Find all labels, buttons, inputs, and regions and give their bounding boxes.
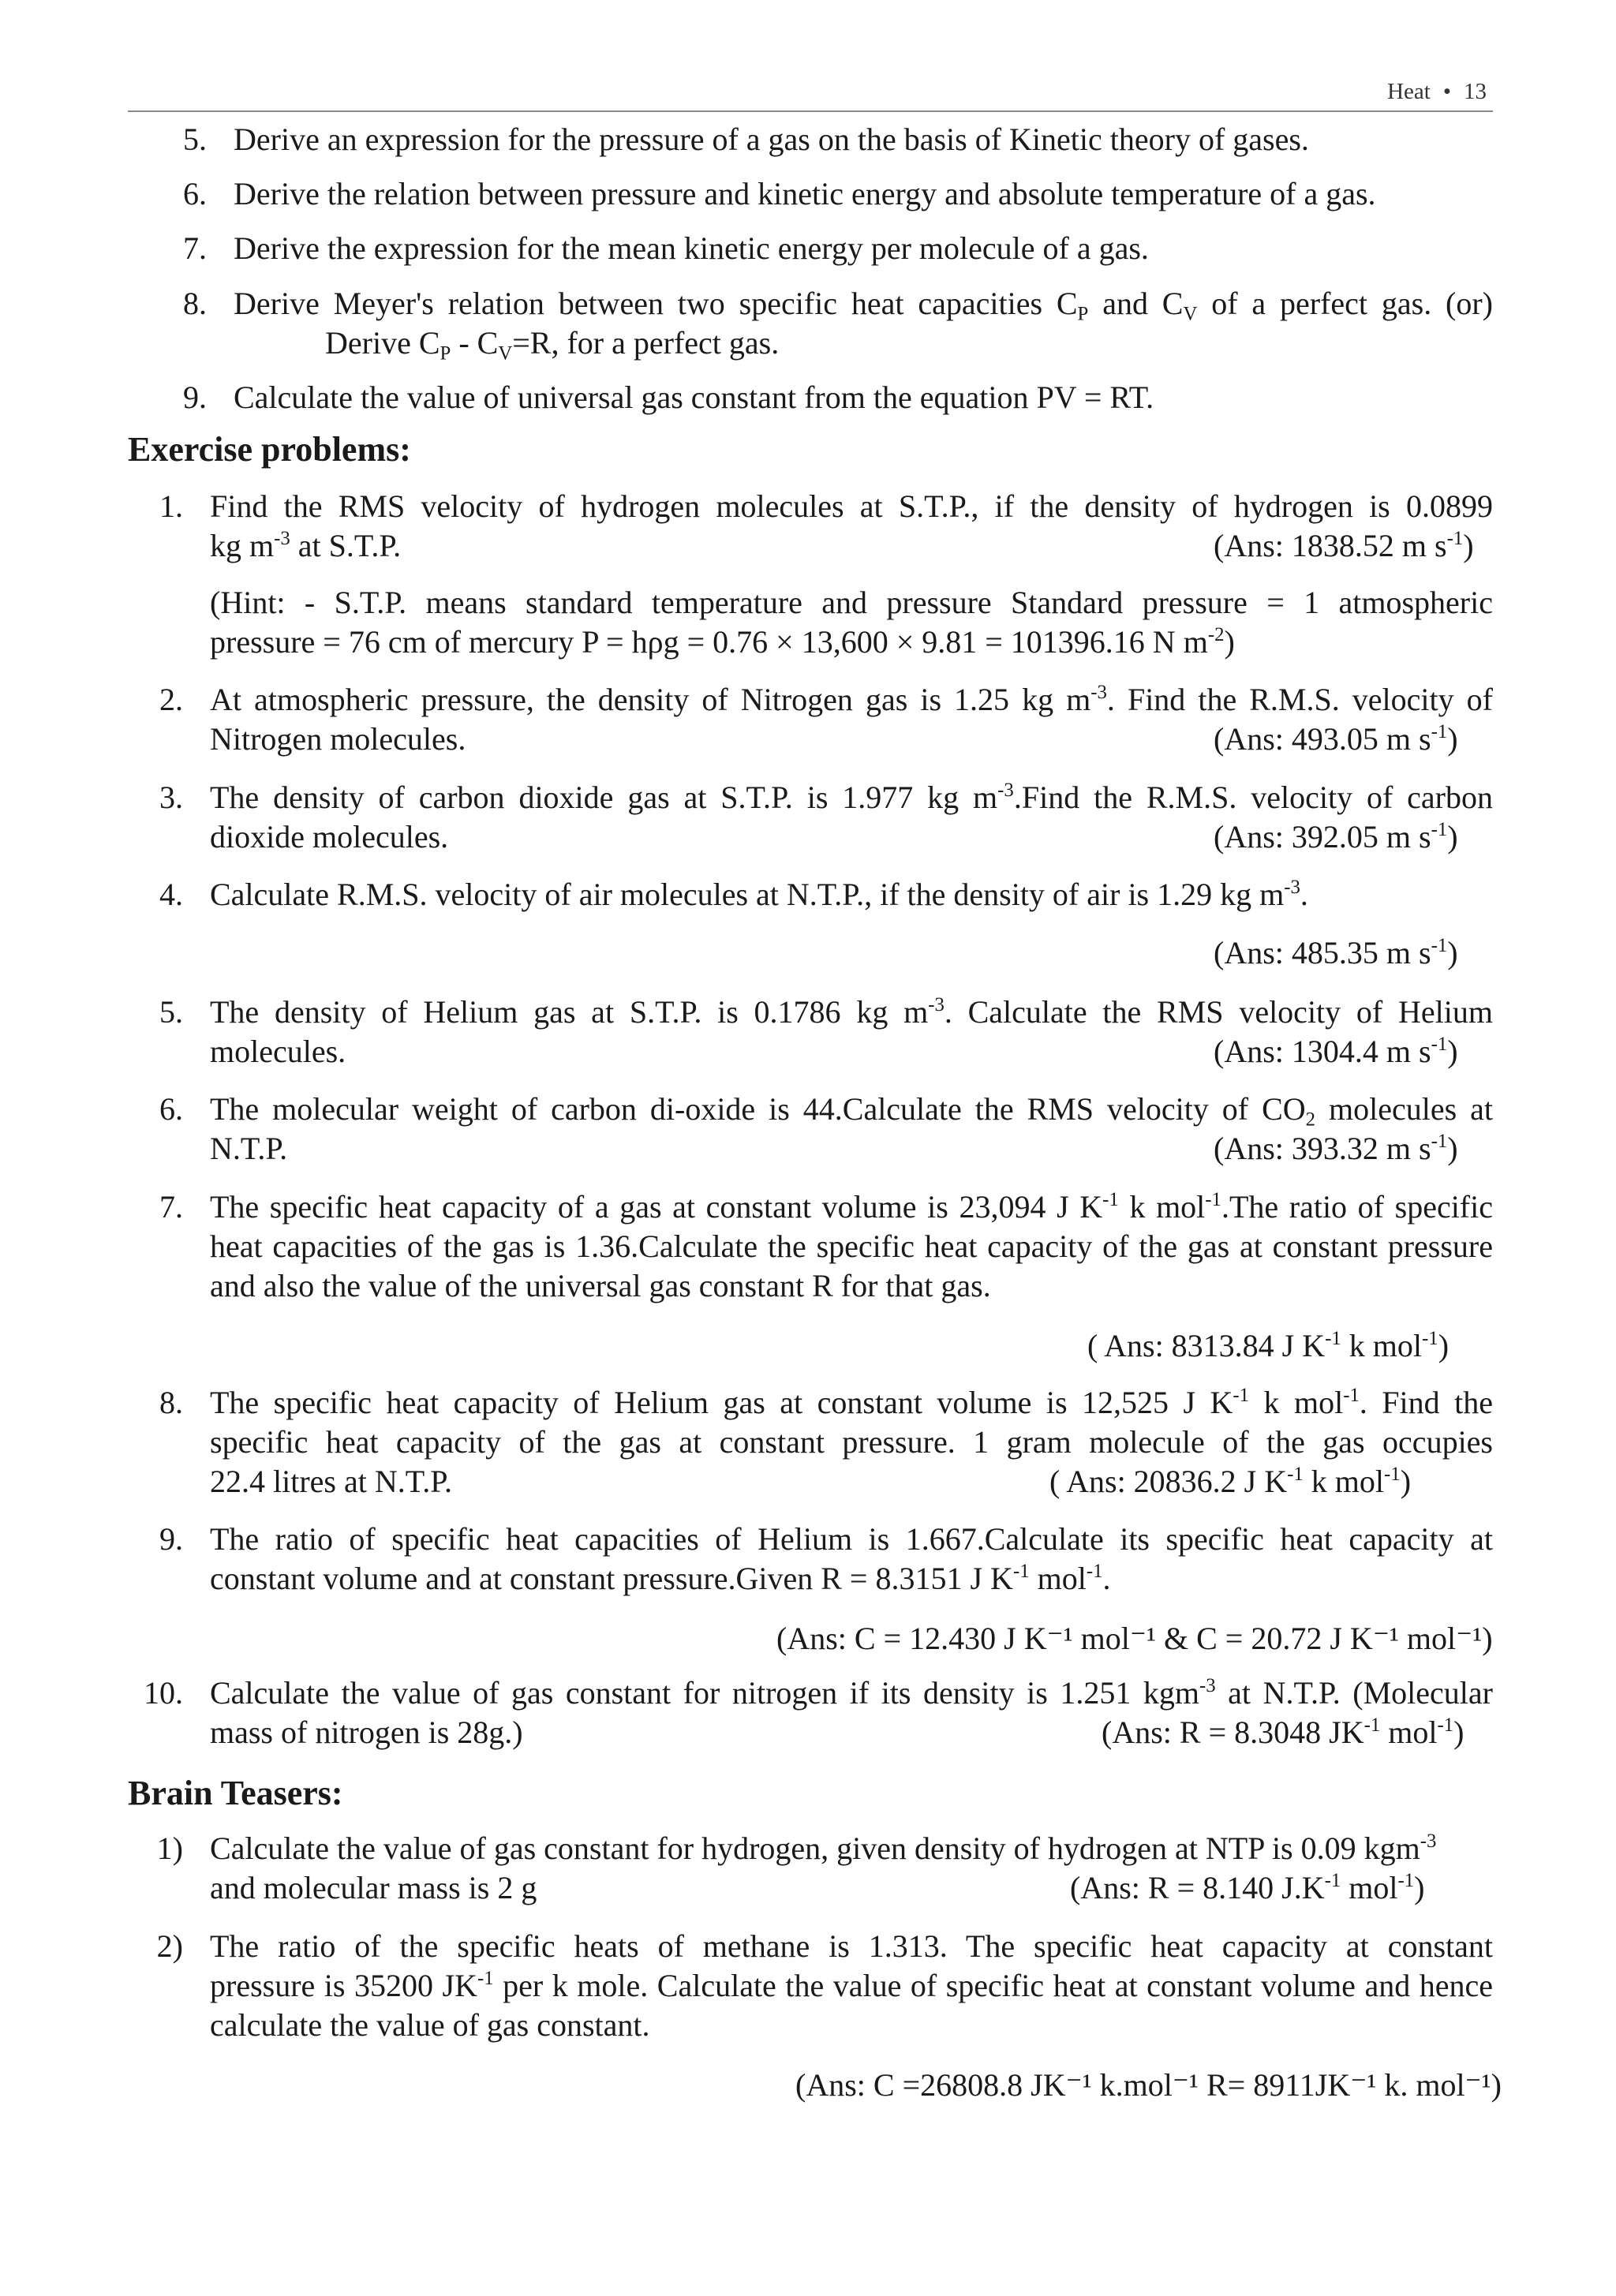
item-number: 4. xyxy=(159,877,183,912)
item-text: Derive the relation between pressure and kinetic energy and absolute temperature of a gas. xyxy=(234,176,1376,211)
item-number: 10. xyxy=(144,1675,183,1711)
item-number: 6. xyxy=(183,176,207,211)
hint-text: (Hint: - S.T.P. means standard temperature and pressure Standard pressure = 1 atmospheric xyxy=(210,585,1493,620)
item-number: 1) xyxy=(156,1830,183,1866)
item-number: 8. xyxy=(159,1385,183,1420)
item-text: Derive an expression for the pressure of a gas on the basis of Kinetic theory of gases. xyxy=(234,122,1309,157)
item-number: 9. xyxy=(159,1521,183,1557)
answer: ( Ans: 20836.2 J $K^{-1}$ k mol$^{-1}$) xyxy=(1049,1464,1412,1499)
answer: (Ans: 493.05 m $s^{-1}$) xyxy=(1214,721,1458,757)
header-separator: • xyxy=(1442,79,1451,104)
item-number: 1. xyxy=(159,488,183,524)
document-page: Heat • 13 5. Derive an expression for the pressure of a gas on the basis of Kinetic theory of gases. 6. Derive the relation between pressure and kinetic energy and absolute temperature of a gas. 7. Derive the expression for the mean kinetic energy per molecule of a gas. 8. Derive Meyer's relation between two specific heat capacities $C_P$ and $C_V$ of a perfect gas. (or) Derive $C_P - C_V=R$, for a perfect gas. 9. Calculate the value of universal gas constant from the equation PV = RT. Exercise problems: 1. Find the RMS velocity of hydrogen molecules at S.T.P., if the density of hydrogen is 0.0899 kg $m^{-3}$ at S.T.P. (Ans: 1838.52 m $s^{-1}$) (Hint: - S.T.P. means standard temperature and pressure Standard pressure = 1 atmospheric pressure = 76 cm of mercury P = hρg = 0.76 × 13,600 × 9.81 = 101396.16 N $m^{-2}$) 2. At atmospheric pressure, the density of Nitrogen gas is 1.25 kg $m^{-3}$. Find the R.M.S. velocity of Nitrogen molecules. (Ans: 493.05 m $s^{-1}$) 3. The density of carbon dioxide gas at S.T.P. is 1.977 kg $m^{-3}.Find$ the R.M.S. velocity of carbon dioxide molecules. (Ans: 392.05 m $s^{-1}$) 4. Calculate R.M.S. velocity of air molecules at N.T.P., if the density of air is 1.29 kg $m^{-3}$. (Ans: 485.35 m $s^{-1}$) 5. The density of Helium gas at S.T.P. is 0.1786 kg $m^{-3}$. Calculate the RMS velocity of Helium molecules. (Ans: 1304.4 m $s^{-1}$) 6. The molecular weight of carbon di-oxide is 44.Calculate the RMS velocity of $CO_2$ molecules at N.T.P. (Ans: 393.32 m $s^{-1}$) 7. The specific heat capacity of a gas at constant volume is 23,094 J $K^{-1}$ k mol$^{-1}$.The ratio of specific heat capacities of the gas is 1.36.Calculate the specific heat capacity of the gas at constant pressure and also the value of the universal gas constant R for that gas. ( Ans: 8313.84 J $K^{-1}$ k mol$^{-1}$) 8. The specific heat capacity of Helium gas at constant volume is 12,525 J $K^{-1}$ k mol$^{-1}$. Find the specific heat capacity of the gas at constant pressure. 1 gram molecule of the gas occupies 22.4 litres at N.T.P. ( Ans: 20836.2 J $K^{-1}$ k mol$^{-1}$) 9. The ratio of specific heat capacities of Helium is 1.667.Calculate its specific heat capacity at constant volume and at constant pressure.Given R = 8.3151 J $K^{-1}$ mol$^{-1}$. (Ans: C = 12.430 J K⁻¹ mol⁻¹ & C = 20.72 J K⁻¹ mol⁻¹) 10. Calculate the value of gas constant for nitrogen if its density is 1.251 kgm$^{-3}$ at N.T.P. (Molecular mass of nitrogen is 28g.) (Ans: R = 8.3048 $JK^{-1}$ mol$^{-1}$) Brain Teasers: 1) Calculate the value of gas constant for hydrogen, given density of hydrogen at NTP is 0.09 kgm$^{-3}$ and molecular mass is 2 g (Ans: R = 8.140 $J.K^{-1}$ mol$^{-1}$) 2) The ratio of the specific heats of methane is 1.313. The specific heat capacity at constant pressure is 35200 $JK^{-1}$ per k mole. Calculate the value of specific heat at constant volume and hence calculate the value of gas constant. (Ans: C =26808.8 JK⁻¹ k.mol⁻¹ R= 8911JK⁻¹ k. mol⁻¹) xyxy=(0,0,1616,2296)
page-number: 13 xyxy=(1464,79,1487,104)
item-text: Derive Meyer's relation between two specific heat capacities $C_P$ and $C_V$ of a perfect gas. (or) Derive $C_P - C_V=R$, for a perfect gas. xyxy=(234,286,1494,365)
answer: (Ans: C = 12.430 J K⁻¹ mol⁻¹ & C = 20.72 J K⁻¹ mol⁻¹) xyxy=(776,1621,1493,1656)
item-number: 7. xyxy=(159,1189,183,1225)
item-text: Calculate the value of universal gas constant from the equation PV = RT. xyxy=(234,380,1154,415)
item-number: 7. xyxy=(183,230,207,266)
running-header xyxy=(128,76,1493,112)
exercise-heading: Exercise problems: xyxy=(128,430,411,469)
hint-text: pressure = 76 cm of mercury P = hρg = 0.76 × 13,600 × 9.81 = 101396.16 N $m^{-2}$) xyxy=(210,624,1235,660)
answer: (Ans: C =26808.8 JK⁻¹ k.mol⁻¹ R= 8911JK⁻¹ k. mol⁻¹) xyxy=(795,2067,1502,2103)
item-number: 3. xyxy=(159,780,183,815)
answer: (Ans: 392.05 m $s^{-1}$) xyxy=(1214,819,1458,854)
item-text: Derive the expression for the mean kinetic energy per molecule of a gas. xyxy=(234,230,1149,266)
item-number: 6. xyxy=(159,1091,183,1127)
answer: (Ans: 485.35 m $s^{-1}$) xyxy=(1214,935,1458,970)
answer: (Ans: 393.32 m $s^{-1}$) xyxy=(1214,1131,1458,1166)
brain-teasers-heading: Brain Teasers: xyxy=(128,1774,343,1812)
item-number: 9. xyxy=(183,380,207,415)
item-number: 5. xyxy=(159,994,183,1030)
answer: (Ans: 1304.4 m $s^{-1}$) xyxy=(1214,1034,1458,1069)
answer: (Ans: R = 8.3048 $JK^{-1}$ mol$^{-1}$) xyxy=(1102,1715,1464,1750)
item-number: 2. xyxy=(159,682,183,717)
header-section: Heat xyxy=(1387,79,1431,104)
answer: (Ans: 1838.52 m $s^{-1}$) xyxy=(1214,528,1474,563)
answer: ( Ans: 8313.84 J $K^{-1}$ k mol$^{-1}$) xyxy=(1087,1328,1450,1363)
answer: (Ans: R = 8.140 $J.K^{-1}$ mol$^{-1}$) xyxy=(1070,1870,1425,1905)
item-number: 5. xyxy=(183,122,207,157)
item-number: 8. xyxy=(183,286,207,321)
item-number: 2) xyxy=(156,1928,183,1964)
